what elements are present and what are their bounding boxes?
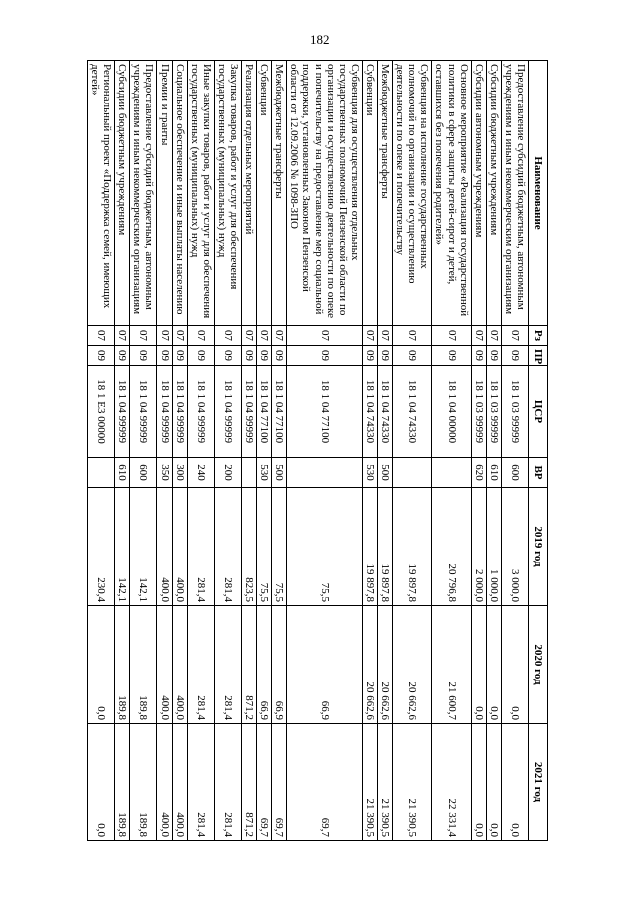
cell-2021: 22 331,4 bbox=[432, 724, 471, 841]
cell-2021: 21 390,5 bbox=[362, 724, 377, 841]
cell-2019: 75,5 bbox=[272, 488, 287, 606]
cell-vr: 600 bbox=[130, 458, 157, 488]
cell-rz: 07 bbox=[187, 326, 214, 346]
cell-rz: 07 bbox=[115, 326, 130, 346]
cell-rz: 07 bbox=[272, 326, 287, 346]
cell-rz: 07 bbox=[130, 326, 157, 346]
table-row bbox=[172, 61, 187, 841]
cell-2020: 20 662,6 bbox=[393, 606, 432, 724]
cell-csr: 18 1 04 74330 bbox=[362, 366, 377, 458]
cell-pr: 09 bbox=[130, 346, 157, 366]
table-row bbox=[471, 61, 486, 841]
cell-vr: 620 bbox=[471, 458, 486, 488]
cell-vr bbox=[88, 458, 115, 488]
cell-csr: 18 1 04 77100 bbox=[287, 366, 363, 458]
cell-2021: 0,0 bbox=[501, 724, 528, 841]
cell-2021: 281,4 bbox=[214, 724, 241, 841]
cell-name: Реализация отдельных мероприятий bbox=[242, 61, 257, 326]
cell-2019: 3 000,0 bbox=[501, 488, 528, 606]
cell-pr: 09 bbox=[501, 346, 528, 366]
cell-2020: 400,0 bbox=[157, 606, 172, 724]
table-row bbox=[272, 61, 287, 841]
table-row bbox=[187, 61, 214, 841]
table-row bbox=[362, 61, 377, 841]
cell-2020: 0,0 bbox=[501, 606, 528, 724]
header-name: Наименование bbox=[529, 61, 548, 326]
cell-rz: 07 bbox=[501, 326, 528, 346]
cell-csr: 18 1 03 99999 bbox=[501, 366, 528, 458]
cell-2019: 281,4 bbox=[187, 488, 214, 606]
table-row bbox=[214, 61, 241, 841]
cell-csr: 18 1 04 99999 bbox=[115, 366, 130, 458]
cell-vr: 600 bbox=[501, 458, 528, 488]
cell-2019: 20 796,8 bbox=[432, 488, 471, 606]
cell-name: Премии и гранты bbox=[157, 61, 172, 326]
cell-2019: 19 897,8 bbox=[362, 488, 377, 606]
cell-vr bbox=[432, 458, 471, 488]
table-row bbox=[257, 61, 272, 841]
cell-2019: 281,4 bbox=[214, 488, 241, 606]
cell-vr: 610 bbox=[486, 458, 501, 488]
cell-2021: 400,0 bbox=[172, 724, 187, 841]
cell-rz: 07 bbox=[486, 326, 501, 346]
cell-pr: 09 bbox=[214, 346, 241, 366]
cell-name: Закупка товаров, работ и услуг для обеспечения государственных (муниципальных) нужд bbox=[214, 61, 241, 326]
cell-vr bbox=[242, 458, 257, 488]
cell-2019: 1 000,0 bbox=[486, 488, 501, 606]
cell-rz: 07 bbox=[362, 326, 377, 346]
cell-pr: 09 bbox=[432, 346, 471, 366]
cell-csr: 18 1 03 99999 bbox=[486, 366, 501, 458]
header-row bbox=[529, 61, 548, 841]
budget-table bbox=[87, 60, 548, 841]
cell-rz: 07 bbox=[157, 326, 172, 346]
cell-csr: 18 1 04 99999 bbox=[157, 366, 172, 458]
cell-name: Субвенция для осуществления отдельных государственных полномочий Пензенской области по организации и осуществлению деятельности по опеке и попечительству на предоставление мер социальной поддержки, установленных Законом Пензенской области от 12.09.2006 № 1098-ЗПО bbox=[287, 61, 363, 326]
cell-vr: 530 bbox=[257, 458, 272, 488]
cell-2020: 21 600,7 bbox=[432, 606, 471, 724]
cell-2020: 0,0 bbox=[88, 606, 115, 724]
header-vr: ВР bbox=[529, 458, 548, 488]
cell-2021: 0,0 bbox=[88, 724, 115, 841]
cell-csr: 18 1 04 74330 bbox=[377, 366, 392, 458]
cell-2021: 0,0 bbox=[486, 724, 501, 841]
cell-vr: 500 bbox=[272, 458, 287, 488]
cell-csr: 18 1 04 00000 bbox=[432, 366, 471, 458]
cell-csr: 18 1 04 99999 bbox=[187, 366, 214, 458]
cell-2020: 281,4 bbox=[187, 606, 214, 724]
cell-2020: 189,8 bbox=[130, 606, 157, 724]
cell-2021: 21 390,5 bbox=[377, 724, 392, 841]
cell-csr: 18 1 04 99999 bbox=[242, 366, 257, 458]
table-row bbox=[486, 61, 501, 841]
cell-csr: 18 1 04 99999 bbox=[172, 366, 187, 458]
cell-name: Субвенции bbox=[362, 61, 377, 326]
table-body bbox=[88, 61, 529, 841]
cell-name: Субсидии автономным учреждениям bbox=[471, 61, 486, 326]
cell-name: Субвенция на исполнение государственных полномочий по организации и осуществлению деятельности по опеке и попечительству bbox=[393, 61, 432, 326]
cell-pr: 09 bbox=[362, 346, 377, 366]
cell-2019: 19 897,8 bbox=[393, 488, 432, 606]
cell-2019: 230,4 bbox=[88, 488, 115, 606]
cell-pr: 09 bbox=[187, 346, 214, 366]
cell-pr: 09 bbox=[287, 346, 363, 366]
header-2019: 2019 год bbox=[529, 488, 548, 606]
table-row bbox=[88, 61, 115, 841]
cell-csr: 18 1 04 77100 bbox=[257, 366, 272, 458]
page-number: 182 bbox=[310, 32, 330, 47]
cell-name: Межбюджетные трансферты bbox=[377, 61, 392, 326]
cell-pr: 09 bbox=[486, 346, 501, 366]
cell-2020: 20 662,6 bbox=[362, 606, 377, 724]
cell-name: Предоставление субсидий бюджетным, автономным учреждениям и иным некоммерческим организациям bbox=[130, 61, 157, 326]
cell-2020: 871,2 bbox=[242, 606, 257, 724]
cell-2019: 19 897,8 bbox=[377, 488, 392, 606]
cell-pr: 09 bbox=[172, 346, 187, 366]
header-rz: Рз bbox=[529, 326, 548, 346]
cell-name: Иные закупки товаров, работ и услуг для обеспечения государственных (муниципальных) нужд bbox=[187, 61, 214, 326]
table-row bbox=[501, 61, 528, 841]
cell-2019: 400,0 bbox=[172, 488, 187, 606]
cell-2019: 142,1 bbox=[115, 488, 130, 606]
cell-csr: 18 1 E3 00000 bbox=[88, 366, 115, 458]
cell-pr: 09 bbox=[471, 346, 486, 366]
table-row bbox=[242, 61, 257, 841]
cell-vr: 200 bbox=[214, 458, 241, 488]
cell-pr: 09 bbox=[272, 346, 287, 366]
cell-rz: 07 bbox=[393, 326, 432, 346]
cell-2021: 69,7 bbox=[287, 724, 363, 841]
header-2020: 2020 год bbox=[529, 606, 548, 724]
table-row bbox=[157, 61, 172, 841]
cell-vr bbox=[393, 458, 432, 488]
cell-rz: 07 bbox=[257, 326, 272, 346]
cell-2020: 66,9 bbox=[272, 606, 287, 724]
cell-2020: 66,9 bbox=[257, 606, 272, 724]
cell-2021: 69,7 bbox=[257, 724, 272, 841]
cell-2020: 66,9 bbox=[287, 606, 363, 724]
cell-csr: 18 1 04 74330 bbox=[393, 366, 432, 458]
cell-rz: 07 bbox=[88, 326, 115, 346]
cell-2019: 2 000,0 bbox=[471, 488, 486, 606]
cell-vr bbox=[287, 458, 363, 488]
cell-csr: 18 1 04 99999 bbox=[130, 366, 157, 458]
cell-csr: 18 1 03 99999 bbox=[471, 366, 486, 458]
cell-vr: 500 bbox=[377, 458, 392, 488]
cell-2021: 189,8 bbox=[115, 724, 130, 841]
cell-rz: 07 bbox=[242, 326, 257, 346]
cell-rz: 07 bbox=[214, 326, 241, 346]
cell-csr: 18 1 04 77100 bbox=[272, 366, 287, 458]
cell-2021: 189,8 bbox=[130, 724, 157, 841]
cell-2020: 20 662,6 bbox=[377, 606, 392, 724]
cell-2020: 0,0 bbox=[486, 606, 501, 724]
cell-2019: 400,0 bbox=[157, 488, 172, 606]
cell-2021: 400,0 bbox=[157, 724, 172, 841]
cell-csr: 18 1 04 99999 bbox=[214, 366, 241, 458]
cell-name: Межбюджетные трансферты bbox=[272, 61, 287, 326]
cell-rz: 07 bbox=[432, 326, 471, 346]
cell-pr: 09 bbox=[257, 346, 272, 366]
cell-rz: 07 bbox=[471, 326, 486, 346]
cell-name: Субсидии бюджетным учреждениям bbox=[115, 61, 130, 326]
header-2021: 2021 год bbox=[529, 724, 548, 841]
cell-2020: 400,0 bbox=[172, 606, 187, 724]
cell-pr: 09 bbox=[88, 346, 115, 366]
cell-2020: 189,8 bbox=[115, 606, 130, 724]
table-row bbox=[377, 61, 392, 841]
cell-2020: 0,0 bbox=[471, 606, 486, 724]
table-row bbox=[393, 61, 432, 841]
cell-2019: 75,5 bbox=[257, 488, 272, 606]
cell-2019: 823,5 bbox=[242, 488, 257, 606]
cell-name: Субвенции bbox=[257, 61, 272, 326]
cell-pr: 09 bbox=[393, 346, 432, 366]
cell-pr: 09 bbox=[157, 346, 172, 366]
cell-pr: 09 bbox=[377, 346, 392, 366]
table-row bbox=[287, 61, 363, 841]
cell-pr: 09 bbox=[115, 346, 130, 366]
cell-rz: 07 bbox=[377, 326, 392, 346]
cell-name: Субсидии бюджетным учреждениям bbox=[486, 61, 501, 326]
rotated-table-container bbox=[62, 60, 548, 840]
cell-name: Региональный проект «Поддержка семей, имеющих детей» bbox=[88, 61, 115, 326]
cell-2019: 142,1 bbox=[130, 488, 157, 606]
cell-name: Предоставление субсидий бюджетным, автономным учреждениям и иным некоммерческим организациям bbox=[501, 61, 528, 326]
cell-rz: 07 bbox=[172, 326, 187, 346]
cell-2021: 69,7 bbox=[272, 724, 287, 841]
cell-rz: 07 bbox=[287, 326, 363, 346]
table-row bbox=[115, 61, 130, 841]
cell-2021: 871,2 bbox=[242, 724, 257, 841]
cell-vr: 240 bbox=[187, 458, 214, 488]
cell-pr: 09 bbox=[242, 346, 257, 366]
cell-2021: 21 390,5 bbox=[393, 724, 432, 841]
cell-2019: 75,5 bbox=[287, 488, 363, 606]
cell-2021: 0,0 bbox=[471, 724, 486, 841]
table-header bbox=[529, 61, 548, 841]
cell-vr: 530 bbox=[362, 458, 377, 488]
cell-name: Основное мероприятие «Реализация государственной политики в сфере защиты детей-сирот и детей, оставшихся без попечения родителей» bbox=[432, 61, 471, 326]
cell-2020: 281,4 bbox=[214, 606, 241, 724]
header-pr: ПР bbox=[529, 346, 548, 366]
cell-vr: 300 bbox=[172, 458, 187, 488]
table-row bbox=[432, 61, 471, 841]
cell-2021: 281,4 bbox=[187, 724, 214, 841]
cell-name: Социальное обеспечение и иные выплаты населению bbox=[172, 61, 187, 326]
cell-vr: 610 bbox=[115, 458, 130, 488]
cell-vr: 350 bbox=[157, 458, 172, 488]
header-csr: ЦСР bbox=[529, 366, 548, 458]
table-row bbox=[130, 61, 157, 841]
